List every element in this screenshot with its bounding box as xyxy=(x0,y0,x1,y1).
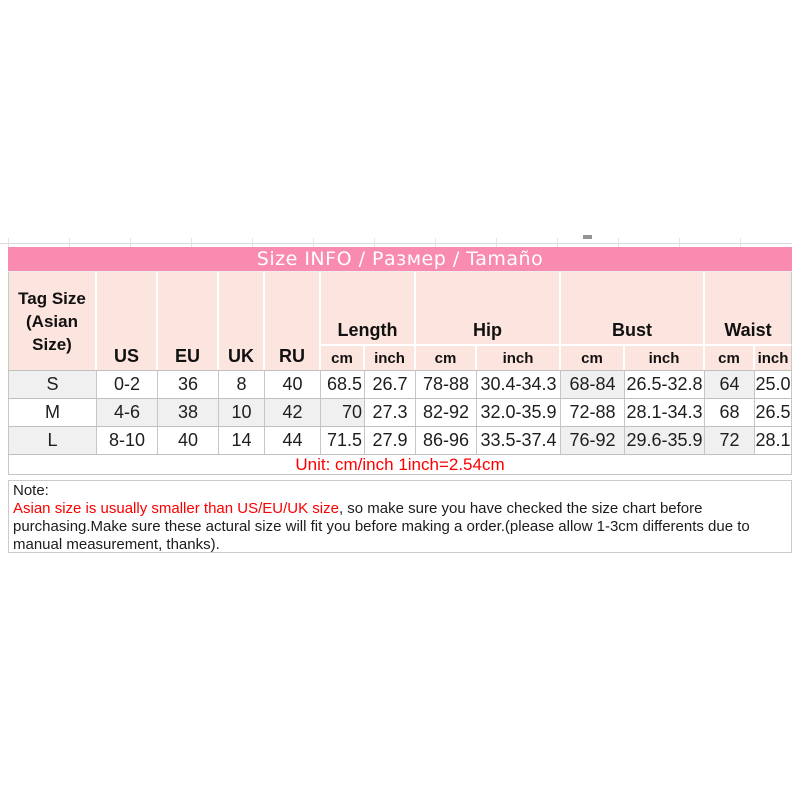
header-hip-cm: cm xyxy=(416,346,477,370)
cell-uk: 8 xyxy=(219,371,265,399)
tag-line-1: Tag Size xyxy=(18,288,86,308)
note-text xyxy=(13,500,787,553)
cell-tag: M xyxy=(8,399,97,427)
cell-length-cm: 68.5 xyxy=(321,371,365,399)
cell-length-cm: 70 xyxy=(321,399,365,427)
cell-hip-inch: 30.4-34.3 xyxy=(477,371,561,399)
cell-us: 8-10 xyxy=(97,427,158,455)
cell-hip-cm: 78-88 xyxy=(416,371,477,399)
size-row-s xyxy=(8,371,792,399)
cell-ru: 40 xyxy=(265,371,321,399)
header-group-hip: Hip xyxy=(416,272,561,346)
header-length-inch: inch xyxy=(365,346,416,370)
cell-ru: 42 xyxy=(265,399,321,427)
cell-hip-cm: 82-92 xyxy=(416,399,477,427)
header-group-waist: Waist xyxy=(705,272,792,346)
header-us: US xyxy=(97,272,158,370)
header-bust-inch: inch xyxy=(625,346,705,370)
cell-length-cm: 71.5 xyxy=(321,427,365,455)
ghost-grid-row xyxy=(8,238,792,247)
cell-length-inch: 27.9 xyxy=(365,427,416,455)
cell-waist-inch: 25.0 xyxy=(755,371,792,399)
banner-title: Size INFO / Размер / Tamaño xyxy=(256,248,544,270)
cell-eu: 36 xyxy=(158,371,219,399)
header-ru: RU xyxy=(265,272,321,370)
table-header xyxy=(8,272,792,371)
tag-line-3: Size) xyxy=(32,334,72,354)
tag-line-2: (Asian xyxy=(26,311,78,331)
header-uk: UK xyxy=(219,272,265,370)
cell-bust-cm: 68-84 xyxy=(561,371,625,399)
artifact-mark xyxy=(583,235,592,239)
cell-ru: 44 xyxy=(265,427,321,455)
note-warning-red: Asian size is usually smaller than US/EU/UK size xyxy=(13,500,339,517)
note-body: , so make sure you have checked the size chart before purchasing.Make sure these actural size will fit you before making a order.(please allow 1-3cm differents due to manual measurement, thanks). xyxy=(13,500,750,553)
cell-waist-cm: 68 xyxy=(705,399,755,427)
size-row-l xyxy=(8,427,792,455)
note-label: Note: xyxy=(13,482,49,499)
cell-length-inch: 27.3 xyxy=(365,399,416,427)
cell-waist-inch: 28.1 xyxy=(755,427,792,455)
cell-length-inch: 26.7 xyxy=(365,371,416,399)
size-info-banner xyxy=(8,247,792,272)
cell-bust-inch: 26.5-32.8 xyxy=(625,371,705,399)
cell-uk: 14 xyxy=(219,427,265,455)
cell-us: 0-2 xyxy=(97,371,158,399)
cell-eu: 38 xyxy=(158,399,219,427)
header-group-bust: Bust xyxy=(561,272,705,346)
header-hip-inch: inch xyxy=(477,346,561,370)
cell-waist-cm: 72 xyxy=(705,427,755,455)
size-row-m xyxy=(8,399,792,427)
header-bust-cm: cm xyxy=(561,346,625,370)
cell-uk: 10 xyxy=(219,399,265,427)
header-waist-inch: inch xyxy=(755,346,792,370)
note-box xyxy=(8,480,792,553)
cell-us: 4-6 xyxy=(97,399,158,427)
header-tag-size xyxy=(8,272,97,370)
cell-tag: S xyxy=(8,371,97,399)
cell-tag: L xyxy=(8,427,97,455)
cell-waist-inch: 26.5 xyxy=(755,399,792,427)
cell-waist-cm: 64 xyxy=(705,371,755,399)
cell-bust-inch: 28.1-34.3 xyxy=(625,399,705,427)
size-chart xyxy=(8,238,792,553)
unit-row xyxy=(8,455,792,475)
cell-hip-inch: 32.0-35.9 xyxy=(477,399,561,427)
header-length-cm: cm xyxy=(321,346,365,370)
cell-bust-cm: 76-92 xyxy=(561,427,625,455)
cell-bust-inch: 29.6-35.9 xyxy=(625,427,705,455)
unit-label: Unit: cm/inch 1inch=2.54cm xyxy=(295,455,505,474)
header-waist-cm: cm xyxy=(705,346,755,370)
header-group-length: Length xyxy=(321,272,416,346)
cell-hip-inch: 33.5-37.4 xyxy=(477,427,561,455)
cell-eu: 40 xyxy=(158,427,219,455)
cell-hip-cm: 86-96 xyxy=(416,427,477,455)
cell-bust-cm: 72-88 xyxy=(561,399,625,427)
header-eu: EU xyxy=(158,272,219,370)
